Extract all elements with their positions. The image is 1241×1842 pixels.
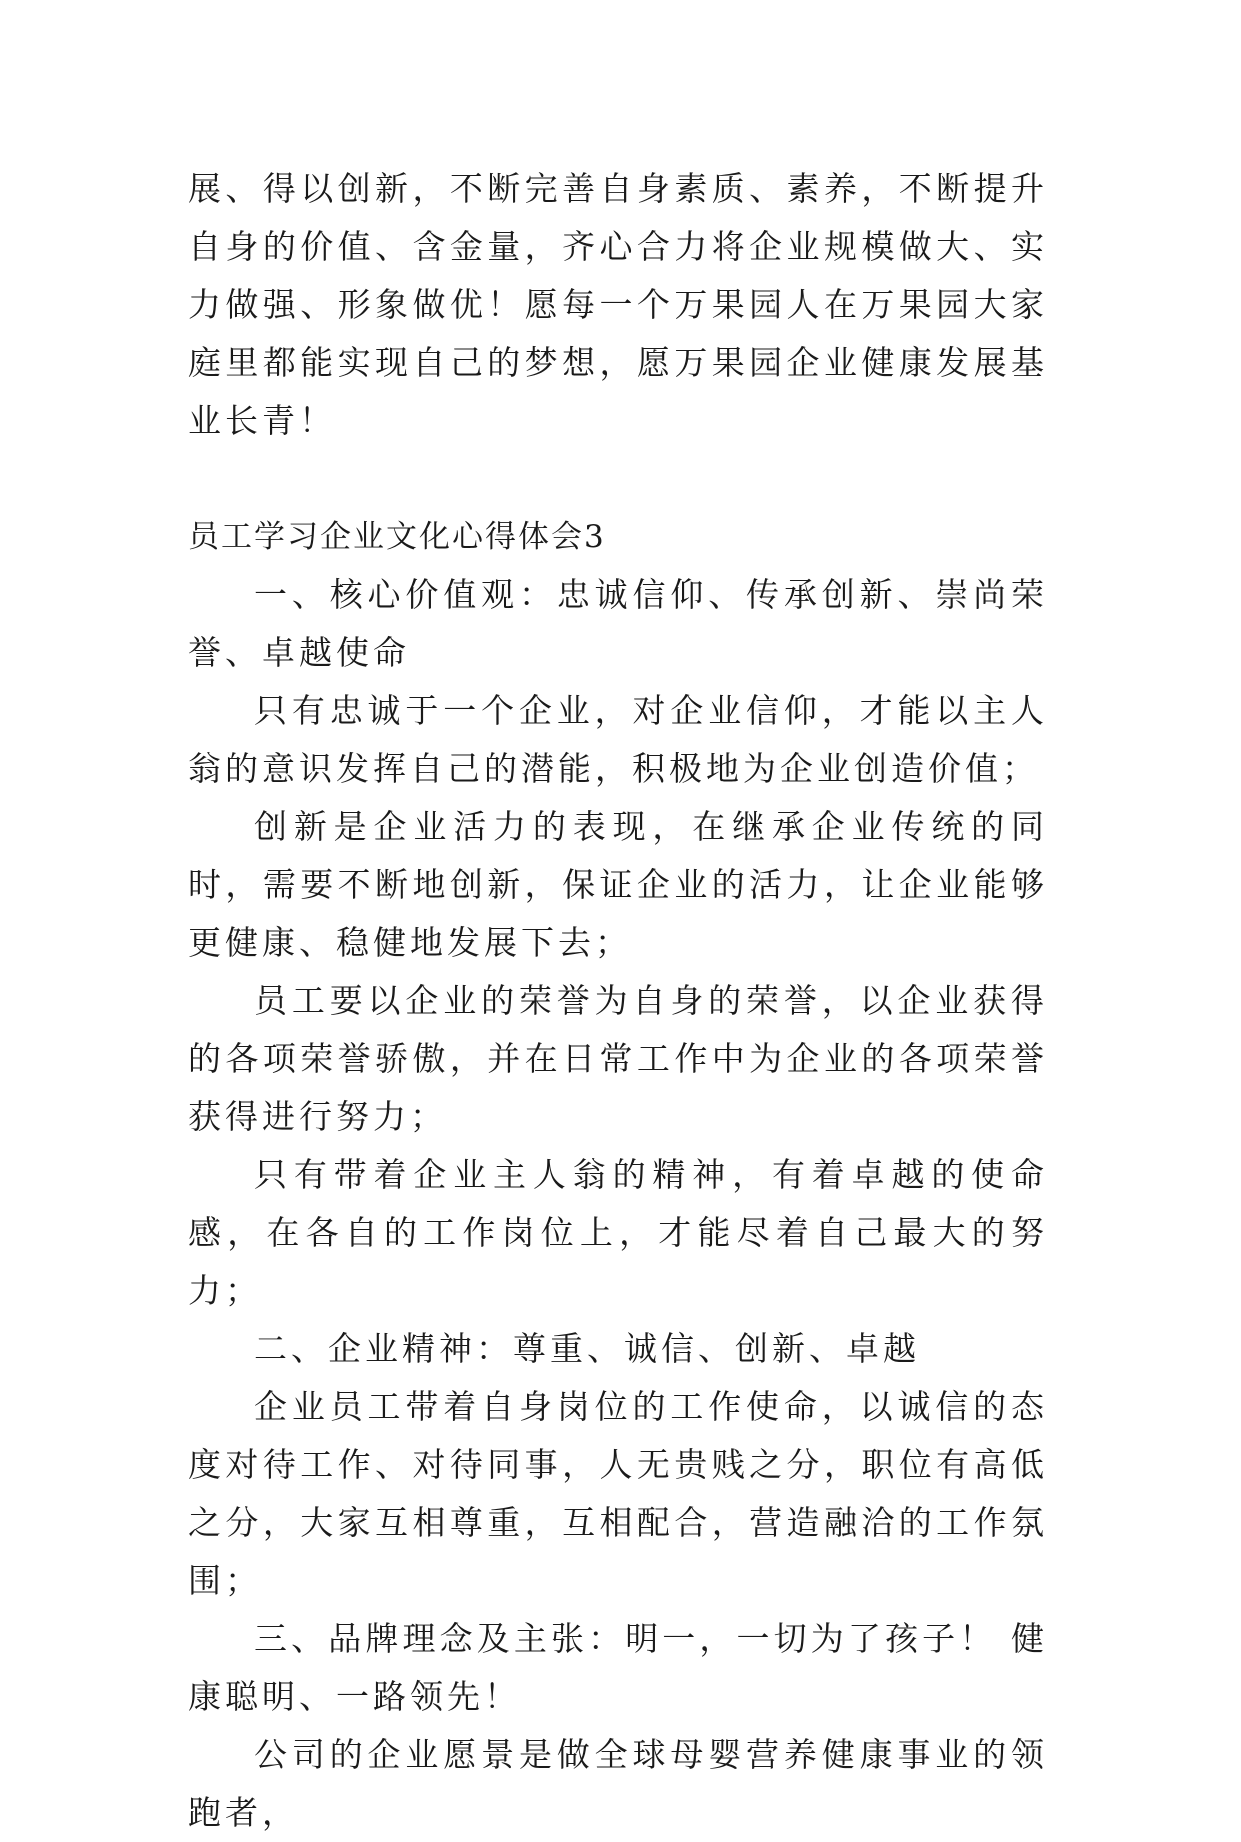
paragraph-honor: 员工要以企业的荣誉为自身的荣誉，以企业获得的各项荣誉骄傲，并在日常工作中为企业的各项荣誉获得进行努力； bbox=[188, 981, 1048, 1136]
continuation-paragraph: 展、得以创新，不断完善自身素质、素养，不断提升自身的价值、含金量，齐心合力将企业规模做大、实力做强、形象做优！愿每一个万果园人在万果园大家庭里都能实现自己的梦想，愿万果园企业健康发展基业长青！ bbox=[188, 169, 1048, 440]
paragraph-respect: 企业员工带着自身岗位的工作使命，以诚信的态度对待工作、对待同事，人无贵贱之分，职位有高低之分，大家互相尊重，互相配合，营造融洽的工作氛围； bbox=[188, 1387, 1048, 1600]
paragraph-vision: 公司的企业愿景是做全球母婴营养健康事业的领跑者， bbox=[188, 1735, 1048, 1832]
paragraph-innovation: 创新是企业活力的表现，在继承企业传统的同时，需要不断地创新，保证企业的活力，让企业能够更健康、稳健地发展下去； bbox=[188, 807, 1048, 962]
paragraph-core-values: 一、核心价值观：忠诚信仰、传承创新、崇尚荣誉、卓越使命 bbox=[188, 575, 1048, 672]
section-title: 员工学习企业文化心得体会3 bbox=[188, 519, 606, 555]
paragraph-enterprise-spirit: 二、企业精神：尊重、诚信、创新、卓越 bbox=[254, 1329, 920, 1368]
document-body bbox=[188, 160, 1048, 1842]
paragraph-mission: 只有带着企业主人翁的精神，有着卓越的使命感，在各自的工作岗位上，才能尽着自己最大的努力； bbox=[188, 1155, 1048, 1310]
paragraph-loyalty: 只有忠诚于一个企业，对企业信仰，才能以主人翁的意识发挥自己的潜能，积极地为企业创造价值； bbox=[188, 691, 1048, 788]
paragraph-brand-concept: 三、品牌理念及主张：明一，一切为了孩子！ 健康聪明、一路领先！ bbox=[188, 1619, 1048, 1716]
